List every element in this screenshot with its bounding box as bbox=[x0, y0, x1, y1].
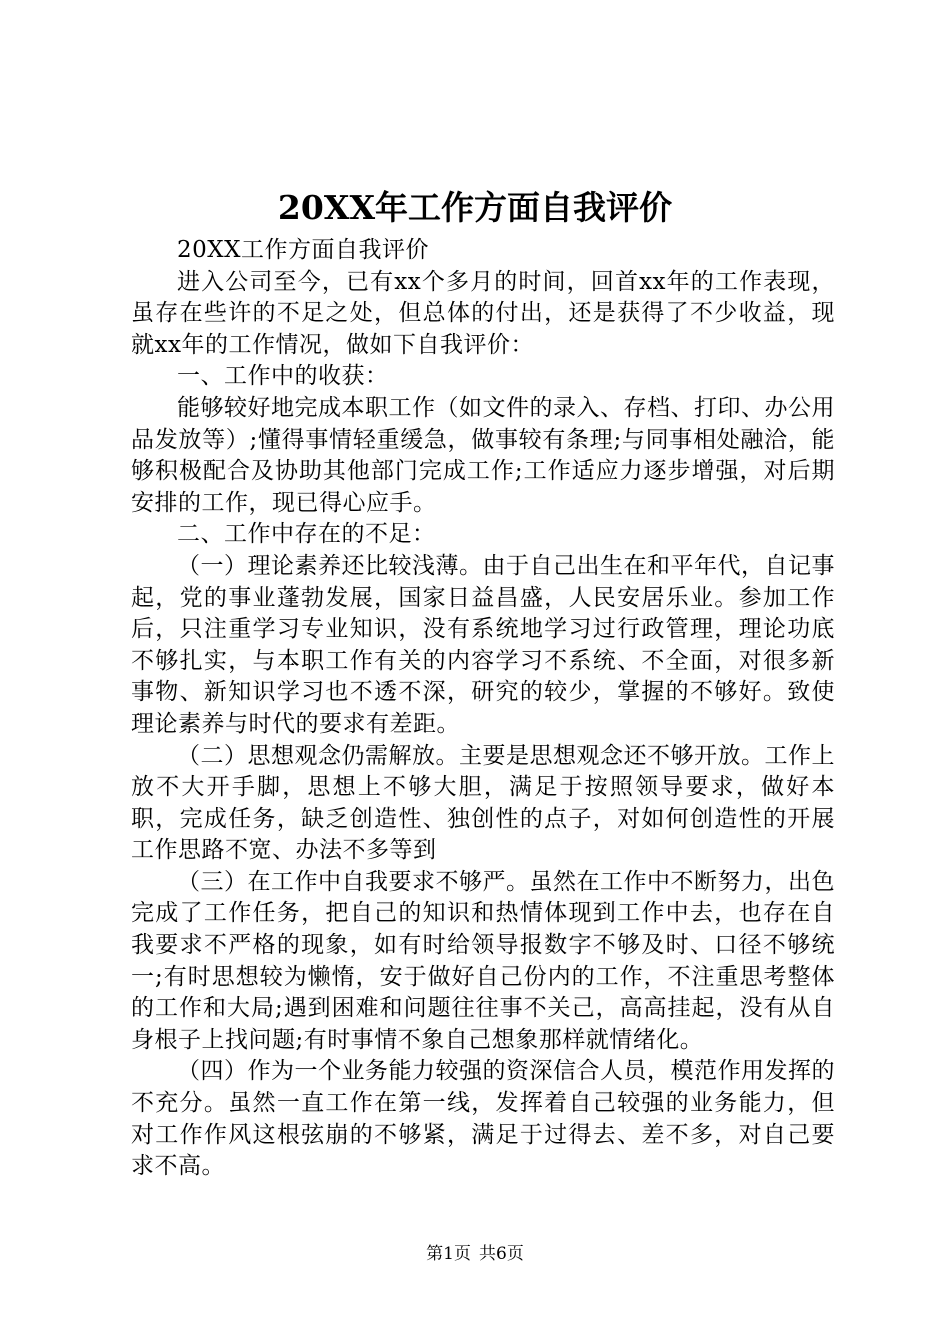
section-heading-shortcomings: 二、工作中存在的不足： bbox=[177, 521, 436, 548]
body-paragraph-heading: 20XX工作方面自我评价 bbox=[177, 237, 430, 263]
body-paragraph-item-3: （三）在工作中自我要求不够严。虽然在工作中不断努力，出色完成了工作任务，把自己的知识和热情体现到工作中去，也存在自我要求不严格的现象，如有时给领导报数字不够及时、口径不够统一;有时思想较为懒惰，安于做好自己份内的工作，不注重思考整体的工作和大局;遇到困难和问题往往事不关己，高高挂起，没有从自身根子上找问题;有时事情不象自己想象那样就情绪化。 bbox=[131, 868, 835, 1053]
section-heading-gains: 一、工作中的收获： bbox=[177, 363, 389, 390]
body-paragraph-item-1: （一）理论素养还比较浅薄。由于自己出生在和平年代，自记事起，党的事业蓬勃发展，国家日益昌盛，人民安居乐业。参加工作后，只注重学习专业知识，没有系统地学习过行政管理，理论功底不够扎实，与本职工作有关的内容学习不系统、不全面，对很多新事物、新知识学习也不透不深，研究的较少，掌握的不够好。致使理论素养与时代的要求有差距。 bbox=[131, 552, 835, 737]
page-number: 第1页 bbox=[426, 1244, 471, 1264]
page-footer bbox=[0, 1242, 950, 1266]
document-body bbox=[131, 235, 835, 1183]
page-total: 共6页 bbox=[479, 1244, 524, 1264]
body-paragraph-item-4: （四）作为一个业务能力较强的资深信合人员，模范作用发挥的不充分。虽然一直工作在第一线，发挥着自己较强的业务能力，但对工作作风这根弦崩的不够紧，满足于过得去、差不多，对自己要求不高。 bbox=[131, 1058, 835, 1180]
body-paragraph-intro: 进入公司至今，已有xx个多月的时间，回首xx年的工作表现，虽存在些许的不足之处，但总体的付出，还是获得了不少收益，现就xx年的工作情况，做如下自我评价： bbox=[131, 268, 835, 358]
body-paragraph-item-2: （二）思想观念仍需解放。主要是思想观念还不够开放。工作上放不大开手脚，思想上不够大胆，满足于按照领导要求，做好本职，完成任务，缺乏创造性、独创性的点子，对如何创造性的开展工作思路不宽、办法不多等到 bbox=[131, 742, 835, 864]
document-title: 20XX年工作方面自我评价 bbox=[277, 188, 673, 227]
body-paragraph-gains: 能够较好地完成本职工作（如文件的录入、存档、打印、办公用品发放等）;懂得事情轻重缓急，做事较有条理;与同事相处融洽，能够积极配合及协助其他部门完成工作;工作适应力逐步增强，对后期安排的工作，现已得心应手。 bbox=[131, 394, 835, 516]
